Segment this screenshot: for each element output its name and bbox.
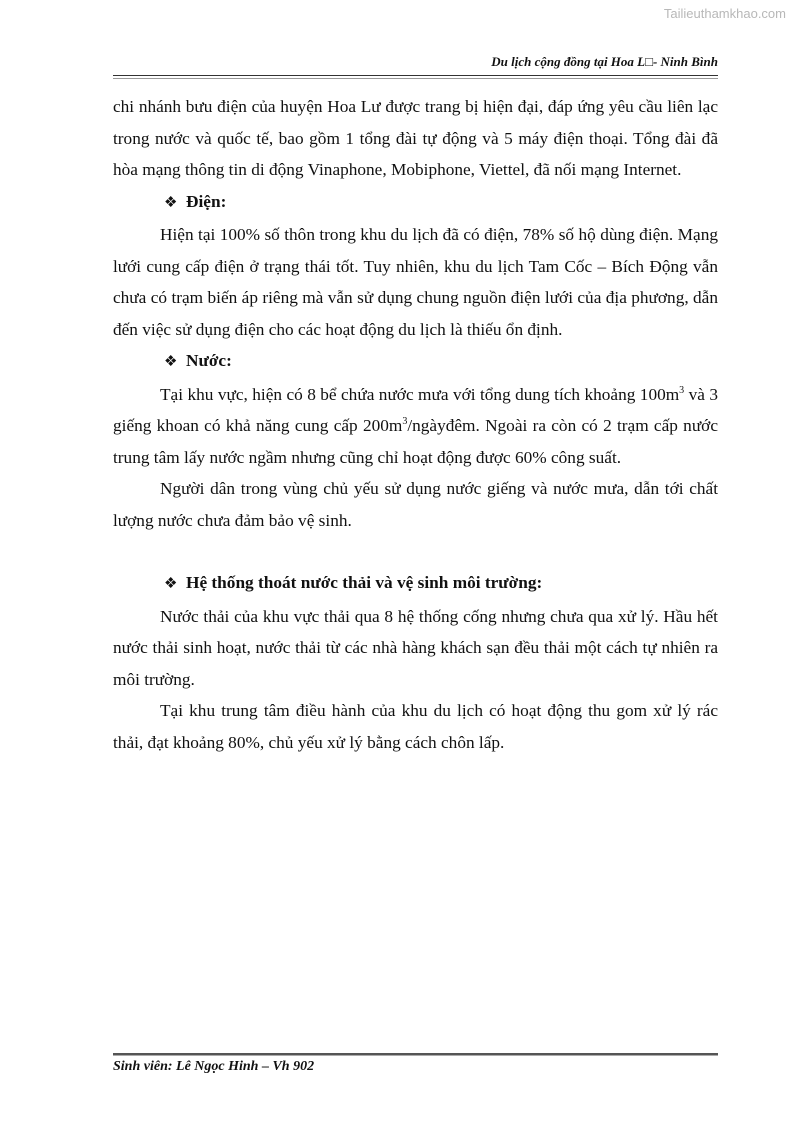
page-footer: Sinh viên: Lê Ngọc Hinh – Vh 902 [113,1059,315,1074]
heading-text: Hệ thống thoát nước thải và vệ sinh môi trường: [186,573,543,592]
diamond-bullet-icon: ❖ [164,576,178,592]
diamond-bullet-icon: ❖ [164,194,178,211]
watermark: Tailieuthamkhao.com [663,6,786,21]
header-divider [113,75,718,79]
document-body [113,91,718,758]
drainage-paragraph-1: Nước thải của khu vực thải qua 8 hệ thống cống nhưng chưa qua xử lý. Hầu hết nước thải sinh hoạt, nước thải từ các nhà hàng khách sạn đều thải một cách tự nhiên ra môi trường. [113,606,718,689]
heading-text: Nước: [186,351,232,370]
diamond-bullet-icon: ❖ [164,354,178,370]
section-heading-water [113,345,718,379]
page-header-title: Du lịch cộng đồng tại Hoa L□- Ninh Bình [491,54,718,69]
water-paragraph-2: Người dân trong vùng chủ yếu sử dụng nước giếng và nước mưa, dẫn tới chất lượng nước chưa đảm bảo vệ sinh. [113,479,718,530]
drainage-paragraph-2: Tại khu trung tâm điều hành của khu du lịch có hoạt động thu gom xử lý rác thải, đạt khoảng 80%, chủ yếu xử lý bằng cách chôn lấp. [113,701,718,752]
heading-text: Điện: [186,191,227,211]
section-heading-electricity [113,186,718,220]
intro-paragraph: chi nhánh bưu điện của huyện Hoa Lư được trang bị hiện đại, đáp ứng yêu cầu liên lạc trong nước và quốc tế, bao gồm 1 tổng đài tự động và 5 máy điện thoại. Tổng đài đã hòa mạng thông tin di động Vinaphone, Mobiphone, Viettel, đã nối mạng Internet. [113,97,718,179]
footer-divider [113,1053,718,1056]
electricity-paragraph: Hiện tại 100% số thôn trong khu du lịch đã có điện, 78% số hộ dùng điện. Mạng lưới cung cấp điện ở trạng thái tốt. Tuy nhiên, khu du lịch Tam Cốc – Bích Động vẫn chưa có trạm biến áp riêng mà vẫn sử dụng chung nguồn điện lưới của địa phương, dẫn đến việc sử dụng điện cho các hoạt động du lịch là thiếu ổn định. [113,225,718,339]
water-paragraph-1: Tại khu vực, hiện có 8 bể chứa nước mưa với tổng dung tích khoảng $100m^3$ và 3 giếng khoan có khả năng cung cấp $200m^3$/ngàyđêm. Ngoài ra còn có 2 trạm cấp nước trung tâm lấy nước ngầm nhưng cũng chỉ hoạt động được 60% công suất. [113,384,718,467]
section-heading-drainage [113,567,718,601]
